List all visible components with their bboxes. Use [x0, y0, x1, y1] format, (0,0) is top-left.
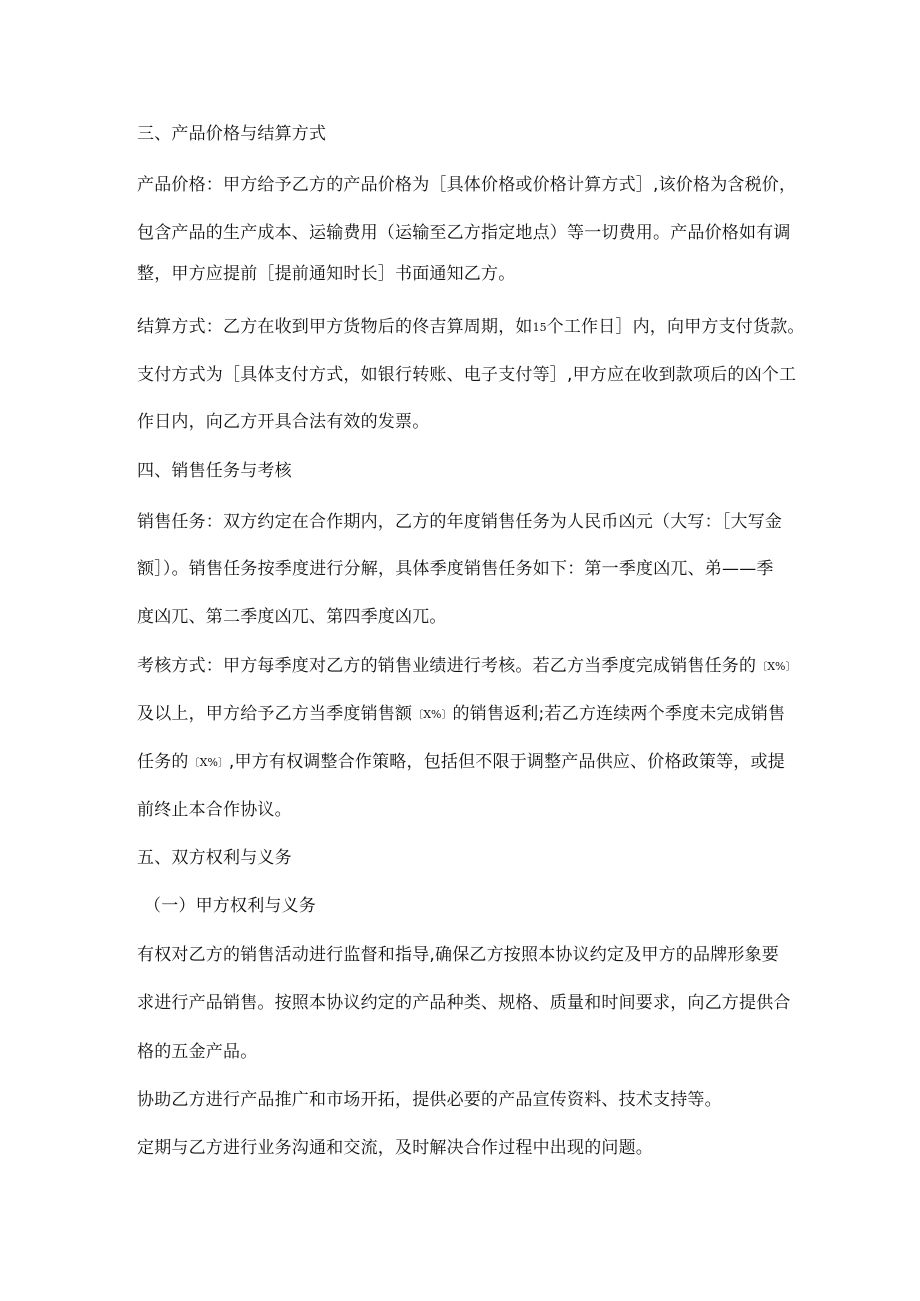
assessment-line-3 — [137, 745, 785, 779]
sales-task-line-3: 度凶兀、第二季度凶兀、第四季度凶兀。 — [137, 607, 447, 627]
assessment-text-c: 的销售返利;若乙方连续两个季度未完成销售 — [452, 704, 786, 724]
section-4-heading: 四、销售任务与考核 — [137, 461, 292, 481]
settlement-line-1 — [137, 310, 805, 344]
settlement-text-b: 个工作日］内，向甲方支付货款。 — [546, 317, 805, 337]
settlement-days: 15 — [532, 321, 547, 334]
settlement-line-3: 作日内，向乙方开具合法有效的发票。 — [137, 412, 430, 432]
settlement-line-2: 支付方式为［具体支付方式，如银行转账、电子支付等］,甲方应在收到款项后的凶个工 — [137, 365, 797, 385]
assessment-text-b: 及以上，甲方给予乙方当季度销售额 — [137, 704, 413, 724]
assessment-text-e: ,甲方有权调整合作策略，包括但不限于调整产品供应、价格政策等，或提 — [228, 752, 785, 772]
section-5-heading: 五、双方权利与义务 — [137, 848, 292, 868]
assessment-text-d: 任务的 — [137, 752, 189, 772]
price-line-3: 整，甲方应提前［提前通知时长］书面通知乙方。 — [137, 264, 516, 284]
assessment-pct-3: 〔X%〕 — [188, 756, 229, 769]
rights-p2: 协助乙方进行产品推广和市场开拓，提供必要的产品宣传资料、技术支持等。 — [137, 1090, 722, 1110]
price-line-1: 产品价格：甲方给予乙方的产品价格为［具体价格或价格计算方式］,该价格为含税价， — [137, 175, 797, 195]
section-5-subheading: （一）甲方权利与义务 — [144, 896, 316, 916]
rights-p1-line-2: 求进行产品销售。按照本协议约定的产品种类、规格、质量和时间要求，向乙方提供合 — [137, 993, 791, 1013]
price-line-2: 包含产品的生产成本、运输费用（运输至乙方指定地点）等一切费用。产品价格如有调 — [137, 223, 791, 243]
assessment-pct-2: 〔X%〕 — [412, 708, 453, 721]
section-3-heading: 三、产品价格与结算方式 — [137, 124, 327, 144]
assessment-line-2 — [137, 697, 785, 731]
rights-p1-line-3: 格的五金产品。 — [137, 1042, 258, 1062]
assessment-text-a: 考核方式：甲方每季度对乙方的销售业绩进行考核。若乙方当季度完成销售任务的 — [137, 656, 757, 676]
rights-p1-line-1: 有权对乙方的销售活动进行监督和指导,确保乙方按照本协议约定及甲方的品牌形象要 — [137, 945, 780, 965]
sales-task-line-1: 销售任务：双方约定在合作期内，乙方的年度销售任务为人民币凶元（大写：［大写金 — [137, 512, 783, 532]
assessment-line-4: 前终止本合作协议。 — [137, 800, 292, 820]
assessment-pct-1: 〔X%〕 — [756, 660, 797, 673]
sales-task-line-2: 额］）。销售任务按季度进行分解，具体季度销售任务如下：第一季度凶兀、弟——季 — [137, 559, 774, 579]
assessment-line-1 — [137, 649, 797, 683]
rights-p3: 定期与乙方进行业务沟通和交流，及时解决合作过程中出现的问题。 — [137, 1138, 653, 1158]
settlement-text-a: 结算方式：乙方在收到甲方货物后的佟吉算周期，如 — [137, 317, 533, 337]
